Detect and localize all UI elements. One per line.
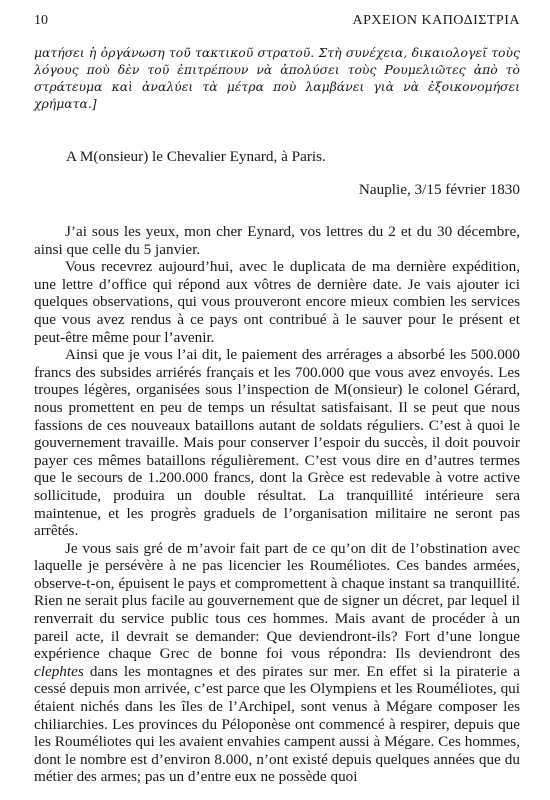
letter-dateline: Nauplie, 3/15 février 1830 <box>358 181 520 198</box>
paragraph-4 <box>34 540 520 786</box>
page-number: 10 <box>34 13 48 28</box>
letter-addressee: A M(onsieur) le Chevalier Eynard, à Paris. <box>66 148 326 165</box>
italic-term-clephtes: clephtes <box>34 662 84 680</box>
letter-body <box>34 223 520 786</box>
greek-summary-note: ματήσει ἡ ὀργάνωση τοῦ τακτικοῦ στρατοῦ. Στὴ συνέχεια, δικαιολογεῖ τοὺς λόγους ποὺ δὲν τοῦ ἐπιτρέπουν νὰ ἀπολύσει τοὺς Ρουμελιῶτες ἀπὸ τὸ στράτευμα καὶ ἀναλύει τὰ μέτρα ποὺ λαμβάνει γιὰ νὰ ἐξοικονομήσει χρήματα.] <box>34 45 520 111</box>
paragraph-4-text-after: dans les montagnes et des pirates sur mer. En effet si la piraterie a cessé depuis mon arrivée, c’est parce que les Olympiens et les Rouméliotes, qui étaient nichés dans les îles de l’Archipel, sont venus à Mégare composer les chiliarchies. Les provinces du Péloponèse ont commencé à respirer, depuis que les Rouméliotes qui les avaient envahies campent aussi à Mégare. Ces hommes, dont le nombre est d’environ 8.000, n’ont existé depuis quelques années que du métier des armes; pas un d’entre eux ne possède quoi <box>34 662 520 786</box>
paragraph-1: J’ai sous les yeux, mon cher Eynard, vos lettres du 2 et du 30 décembre, ainsi que celle du 5 janvier. <box>34 223 520 258</box>
paragraph-4-text-before: Je vous sais gré de m’avoir fait part de ce qu’on dit de l’obstination avec laquelle je persévère à ne pas licencier les Rouméliotes. Ces bandes armées, observe-t-on, épuisent le pays et compromettent à chaque instant sa tranquillité. Rien ne serait plus facile au gouvernement que de signer un décret, par lequel il renverrait du service public tous ces hommes. Mais avant de procéder à un pareil acte, il devrait se demander: Que deviendront-ils? Fort d’une longue expérience chaque Grec de bonne foi vous répondra: Ils deviendront des <box>34 539 520 663</box>
book-page <box>34 13 520 786</box>
paragraph-2: Vous recevrez aujourd’hui, avec le duplicata de ma dernière expédition, une lettre d’office qui répond aux vôtres de dernière date. Je vais ajouter ici quelques observations, qui vous prouveront encore mieux combien les services que vous avez rendus à ce pays ont contribué à le sauver pour le présent et peut-être même pour l’avenir. <box>34 258 520 346</box>
paragraph-3: Ainsi que je vous l’ai dit, le paiement des arrérages a absorbé les 500.000 francs des subsides arriérés français et les 700.000 que vous avez envoyés. Les troupes légères, organisées sous l’inspection de M(onsieur) le colonel Gérard, nous promettent en peu de temps un résultat satisfaisant. Il se peut que nous fassions de ces nouveaux bataillons autant de soldats réguliers. C’est à quoi le gouvernement travaille. Mais pour conserver l’espoir du succès, il doit pouvoir payer ces mêmes bataillons régulièrement. C’est vous dire en d’autres termes que le secours de 1.200.000 francs, dont la Grèce est redevable à votre active sollicitude, produira un double résultat. La tranquillité intérieure sera maintenue, et les progrès graduels de l’organisation militaire ne seront pas arrêtés. <box>34 346 520 540</box>
running-title: ΑΡΧΕΙΟΝ ΚΑΠΟΔΙΣΤΡΙΑ <box>352 13 520 28</box>
running-header <box>34 13 520 29</box>
